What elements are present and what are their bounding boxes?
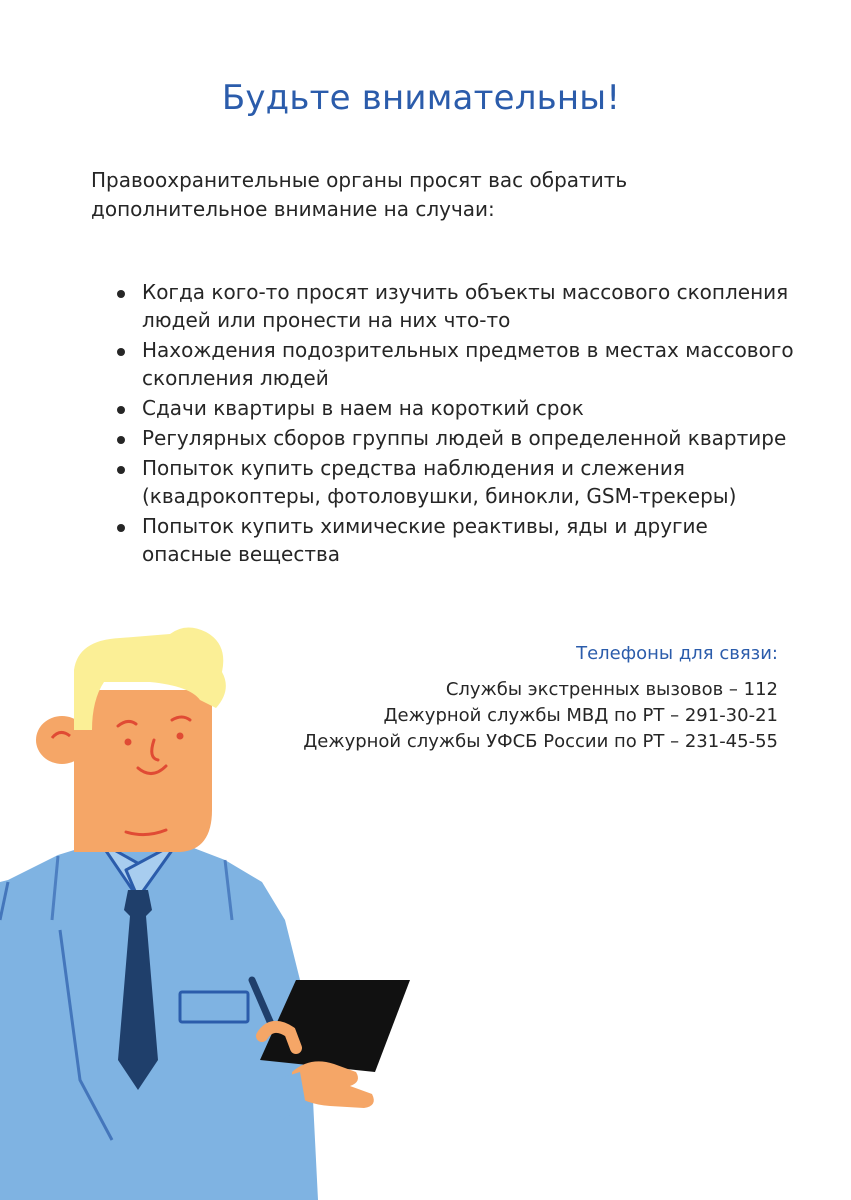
contact-line: Дежурной службы УФСБ России по РТ – 231-45-55 [303,731,778,752]
page-title: Будьте внимательны! [221,78,621,118]
list-item: Попыток купить средства наблюдения и слежения (квадрокоптеры, фотоловушки, бинокли, GSM-трекеры) [115,454,795,510]
contact-line: Дежурной службы МВД по РТ – 291-30-21 [383,705,778,726]
police-officer-illustration [0,620,430,1200]
list-item: Сдачи квартиры в наем на короткий срок [115,394,795,422]
list-item: Попыток купить химические реактивы, яды и другие опасные вещества [115,512,795,568]
list-item: Когда кого-то просят изучить объекты массового скопления людей или пронести на них что-то [115,278,795,334]
contact-line: Службы экстренных вызовов – 112 [445,679,778,700]
intro-text: Правоохранительные органы просят вас обратить дополнительное внимание на случаи: [91,168,628,221]
contacts-title: Телефоны для связи: [576,643,778,664]
list-item: Нахождения подозрительных предметов в местах массового скопления людей [115,336,795,392]
warning-list [115,278,795,570]
list-item: Регулярных сборов группы людей в определенной квартире [115,424,795,452]
